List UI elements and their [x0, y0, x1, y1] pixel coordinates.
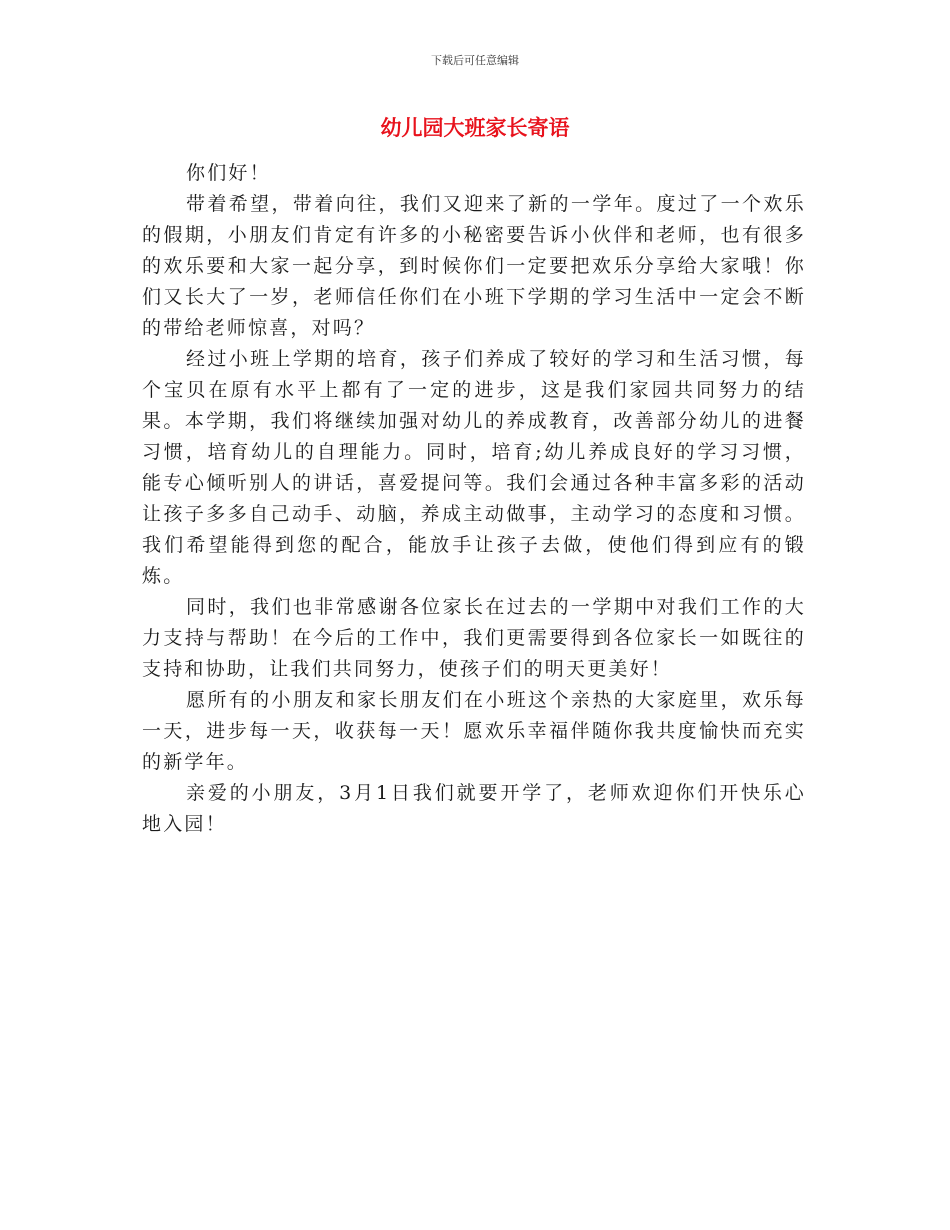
body-paragraph: 同时，我们也非常感谢各位家长在过去的一学期中对我们工作的大力支持与帮助！在今后的工作中，我们更需要得到各位家长一如既往的支持和协助，让我们共同努力，使孩子们的明天更美好！	[142, 596, 806, 680]
document-title: 幼儿园大班家长寄语	[380, 116, 570, 140]
body-paragraph: 愿所有的小朋友和家长朋友们在小班这个亲热的大家庭里，欢乐每一天，进步每一天，收获每一天！愿欢乐幸福伴随你我共度愉快而充实的新学年。	[142, 689, 806, 773]
document-body	[142, 158, 806, 840]
body-paragraph: 带着希望，带着向往，我们又迎来了新的一学年。度过了一个欢乐的假期，小朋友们肯定有许多的小秘密要告诉小伙伴和老师，也有很多的欢乐要和大家一起分享，到时候你们一定要把欢乐分享给大家哦！你们又长大了一岁，老师信任你们在小班下学期的学习生活中一定会不断的带给老师惊喜，对吗？	[142, 193, 806, 339]
closing-paragraph: 亲爱的小朋友，3月1日我们就要开学了，老师欢迎你们开快乐心地入园！	[142, 782, 806, 835]
greeting-paragraph: 你们好！	[186, 162, 271, 184]
body-paragraph: 经过小班上学期的培育，孩子们养成了较好的学习和生活习惯，每个宝贝在原有水平上都有了一定的进步，这是我们家园共同努力的结果。本学期，我们将继续加强对幼儿的养成教育，改善部分幼儿的进餐习惯，培育幼儿的自理能力。同时，培育;幼儿养成良好的学习习惯，能专心倾听别人的讲话，喜爱提问等。我们会通过各种丰富多彩的活动让孩子多多自己动手、动脑，养成主动做事，主动学习的态度和习惯。我们希望能得到您的配合，能放手让孩子去做，使他们得到应有的锻炼。	[142, 348, 806, 587]
page-header-note: 下载后可任意编辑	[431, 54, 519, 67]
